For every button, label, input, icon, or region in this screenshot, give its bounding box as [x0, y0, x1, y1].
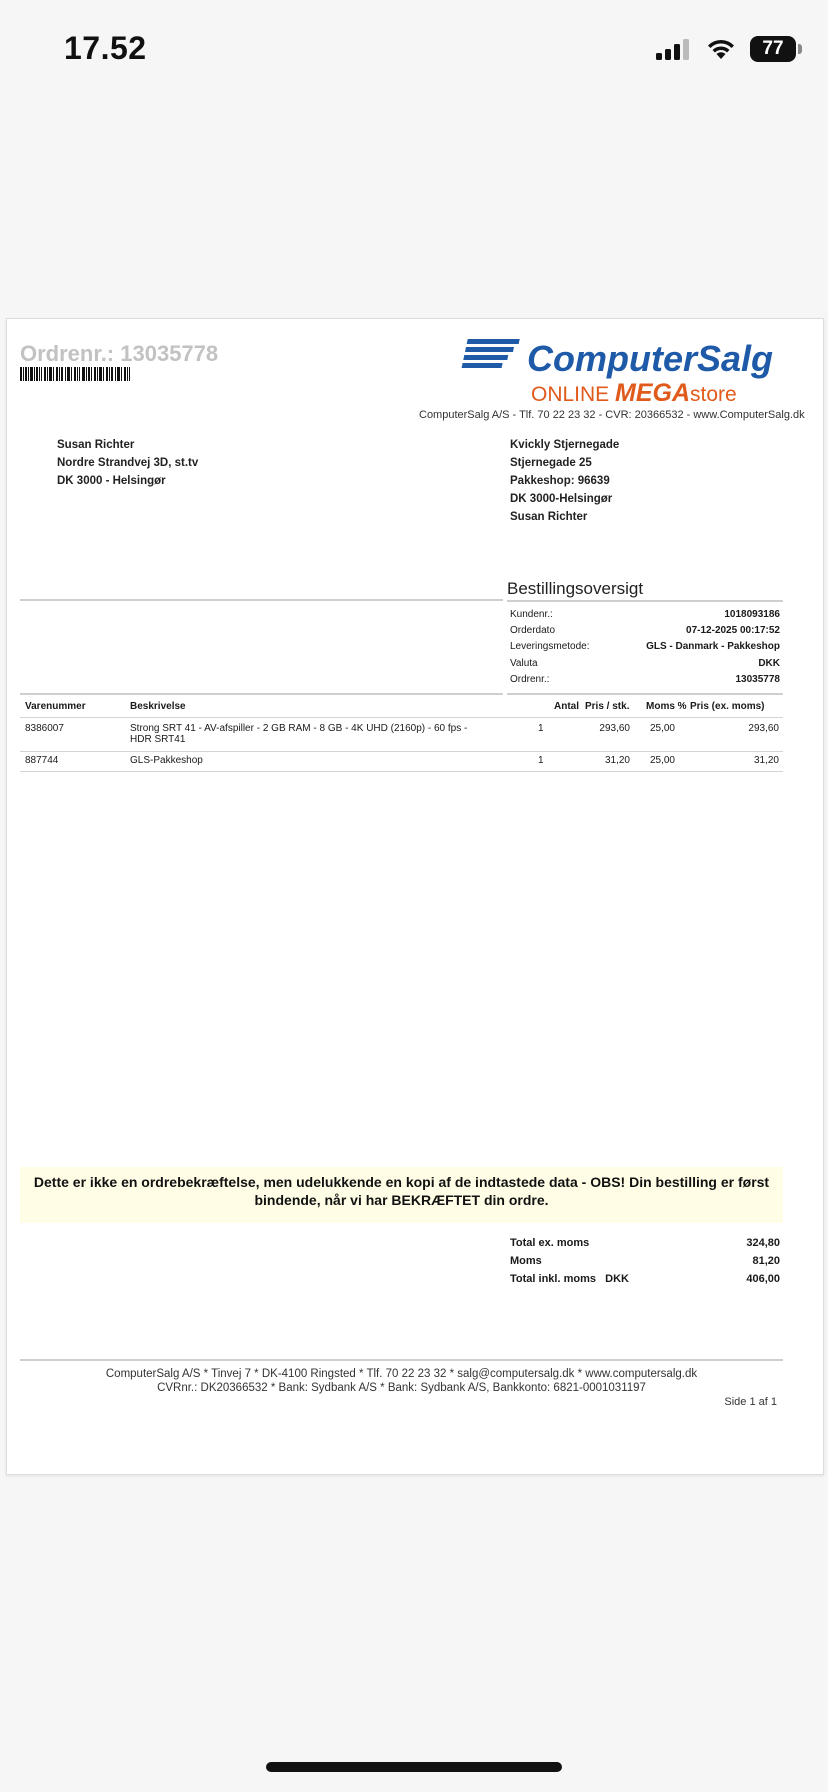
address-line: Kvickly Stjernegade — [510, 439, 620, 451]
svg-text:ComputerSalg: ComputerSalg — [527, 338, 774, 379]
delivery-address — [510, 436, 619, 526]
overview-row — [510, 656, 780, 672]
wifi-icon — [706, 38, 736, 60]
table-row — [20, 755, 783, 771]
total-row — [510, 1270, 780, 1288]
column-header: Pris (ex. moms) — [690, 701, 765, 712]
item-quantity: 1 — [538, 755, 544, 766]
divider — [20, 693, 503, 695]
barcode-image — [20, 367, 130, 381]
overview-row — [510, 623, 780, 639]
total-label: Moms — [510, 1255, 542, 1267]
item-unit-price: 31,20 — [604, 755, 630, 766]
overview-label: Leveringsmetode: — [510, 641, 590, 653]
overview-value: 13035778 — [735, 673, 780, 685]
item-description: Strong SRT 41 - AV-afspiller - 2 GB RAM - 8 GB - 4K UHD (2160p) - 60 fps - HDR SRT41 — [130, 723, 468, 745]
address-line: Nordre Strandvej 3D, st.tv — [57, 457, 199, 469]
item-description: GLS-Pakkeshop — [130, 755, 203, 766]
total-value: 81,20 — [752, 1255, 780, 1267]
footer-divider — [20, 1359, 783, 1361]
battery-icon — [750, 36, 796, 62]
address-line: DK 3000-Helsingør — [510, 493, 613, 505]
footer-line: ComputerSalg A/S * Tinvej 7 * DK-4100 Ringsted * Tlf. 70 22 23 32 * salg@computersalg.dk * www.computersalg.dk — [105, 1368, 698, 1380]
item-price-ex-vat: 293,60 — [748, 723, 779, 734]
divider — [507, 693, 783, 695]
page-number: Side 1 af 1 — [724, 1396, 777, 1408]
item-unit-price: 293,60 — [599, 723, 630, 734]
total-currency: DKK — [605, 1273, 629, 1285]
total-label: Total inkl. moms — [510, 1273, 596, 1285]
order-overview-title: Bestillingsoversigt — [507, 579, 644, 598]
total-value: 324,80 — [746, 1237, 780, 1249]
column-header: Pris / stk. — [585, 701, 630, 712]
overview-label: Ordrenr.: — [510, 673, 550, 685]
item-number: 8386007 — [25, 723, 64, 734]
address-line: Pakkeshop: 96639 — [510, 475, 610, 487]
overview-label: Kundenr.: — [510, 609, 553, 620]
footer-company-info — [20, 1368, 783, 1395]
column-header: Moms % — [646, 701, 687, 712]
total-value: 406,00 — [746, 1273, 780, 1285]
footer-line: CVRnr.: DK20366532 * Bank: Sydbank A/S * Bank: Sydbank A/S, Bankkonto: 6821-0001031197 — [157, 1381, 646, 1394]
overview-row — [510, 639, 780, 655]
overview-row — [510, 607, 780, 623]
overview-value: 1018093186 — [724, 609, 780, 620]
status-icons — [656, 34, 796, 64]
overview-value: 07-12-2025 00:17:52 — [686, 625, 780, 637]
status-bar — [0, 0, 828, 100]
address-line: Susan Richter — [57, 439, 135, 451]
total-row — [510, 1234, 780, 1252]
order-overview — [510, 607, 780, 688]
battery-level: 77 — [762, 38, 784, 59]
company-contact-line: ComputerSalg A/S - Tlf. 70 22 23 32 - CVR: 20366532 - www.ComputerSalg.dk — [419, 409, 805, 421]
column-header: Beskrivelse — [130, 701, 186, 712]
order-number-heading: Ordrenr.: 13035778 — [20, 341, 219, 366]
item-quantity: 1 — [538, 723, 544, 734]
divider — [20, 717, 783, 718]
status-time: 17.52 — [64, 30, 147, 66]
column-header: Varenummer — [25, 701, 86, 712]
home-indicator[interactable] — [266, 1762, 562, 1772]
divider — [20, 599, 503, 601]
svg-text:ONLINE MEGAstore: ONLINE MEGAstore — [531, 379, 737, 407]
overview-row — [510, 672, 780, 688]
overview-label: Orderdato — [510, 625, 556, 637]
address-line: Susan Richter — [510, 511, 588, 523]
item-vat-percent: 25,00 — [649, 755, 675, 766]
total-row — [510, 1252, 780, 1270]
confirmation-notice: Dette er ikke en ordrebekræftelse, men udelukkende en kopi af de indtastede data - OBS! Din bestilling er først bindende, når vi har BEKRÆFTET din ordre. — [20, 1167, 783, 1223]
item-number: 887744 — [25, 755, 59, 766]
divider — [20, 751, 783, 752]
divider — [507, 600, 783, 602]
cellular-signal-icon — [656, 38, 692, 60]
overview-value: GLS - Danmark - Pakkeshop — [646, 641, 780, 653]
overview-value: DKK — [758, 657, 780, 669]
item-price-ex-vat: 31,20 — [753, 755, 779, 766]
order-totals — [510, 1234, 780, 1288]
item-vat-percent: 25,00 — [649, 723, 675, 734]
customer-address — [57, 436, 198, 490]
column-header: Antal — [554, 701, 579, 712]
computersalg-logo — [469, 333, 774, 413]
address-line: DK 3000 - Helsingør — [57, 475, 166, 487]
divider — [20, 771, 783, 772]
table-row — [20, 723, 783, 751]
address-line: Stjernegade 25 — [510, 457, 592, 469]
order-document — [6, 318, 824, 1475]
total-label: Total ex. moms — [510, 1237, 590, 1249]
overview-label: Valuta — [510, 657, 538, 669]
